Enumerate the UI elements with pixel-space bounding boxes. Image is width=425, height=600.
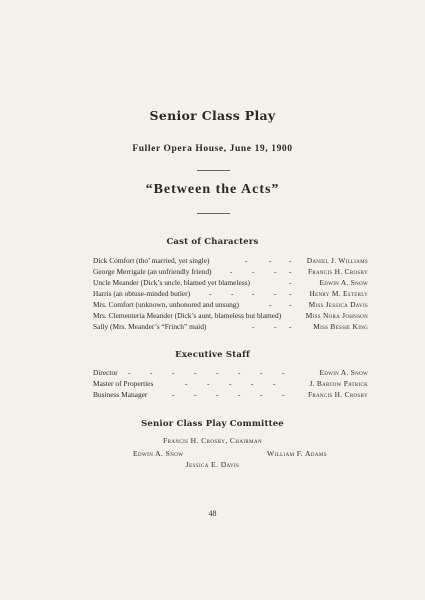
divider-rule-top xyxy=(197,170,230,171)
role-text: Sally (Mrs. Meander’s “Frinch” maid) xyxy=(93,322,207,331)
page-title: Senior Class Play xyxy=(149,108,276,123)
cast-row: Sally (Mrs. Meander’s “Frinch” maid) - - - Miss Bessie King xyxy=(93,322,368,331)
page-number: 48 xyxy=(208,509,217,518)
actor-name: Miss Nora Johnson xyxy=(305,311,368,320)
role-text: Director xyxy=(93,368,118,377)
actor-name: Miss Bessie King xyxy=(313,322,368,331)
role-text: Mrs. Comfort (unknown, unhonored and unsung) xyxy=(93,300,239,309)
executive-heading: Executive Staff xyxy=(175,350,250,360)
cast-row: Harris (an obtuse-minded butler) - - - - - Henry M. Esterly xyxy=(93,289,368,298)
actor-name: J. Bartow Patrick xyxy=(309,379,368,388)
committee-chairman: Francis H. Crosby, Chairman xyxy=(162,436,263,445)
role-text: Business Manager xyxy=(93,390,148,399)
staff-row: Business Manager - - - - - - Francis H. Crosby xyxy=(93,390,368,399)
committee-member: Jessica E. Davis xyxy=(185,460,240,469)
committee-member: Edwin A. Snow xyxy=(133,449,184,458)
staff-row: Master of Properties - - - - - J. Bartow Patrick xyxy=(93,379,368,388)
committee-member: William F. Adams xyxy=(267,449,327,458)
role-text: Dick Comfort (tho’ married, yet single) xyxy=(93,256,210,265)
cast-row: Mrs. Comfort (unknown, unhonored and unsung) - - Miss Jessica Davis xyxy=(93,300,368,309)
role-text: Master of Properties xyxy=(93,379,154,388)
actor-name: Henry M. Esterly xyxy=(309,289,368,298)
cast-row: Dick Comfort (tho’ married, yet single) - - - Daniel J. Williams xyxy=(93,256,368,265)
cast-row: George Merrigale (an unfriendly friend) - - - - Francis H. Crosby xyxy=(93,267,368,276)
role-text: Harris (an obtuse-minded butler) xyxy=(93,289,191,298)
actor-name: Edwin A. Snow xyxy=(319,278,368,287)
cast-row xyxy=(93,311,368,322)
committee-heading: Senior Class Play Committee xyxy=(141,419,284,429)
cast-heading: Cast of Characters xyxy=(166,237,259,247)
actor-name: Miss Jessica Davis xyxy=(308,300,368,309)
actor-name: Edwin A. Snow xyxy=(319,368,368,377)
divider-rule-bottom xyxy=(197,213,230,214)
actor-name: Francis H. Crosby xyxy=(307,267,368,276)
staff-row: Director - - - - - - - - Edwin A. Snow xyxy=(93,368,368,377)
role-text: George Merrigale (an unfriendly friend) xyxy=(93,267,212,276)
role-text: Mrs. Clementeria Meander (Dick’s aunt, blameless but blamed) xyxy=(93,311,282,320)
venue-date: Fuller Opera House, June 19, 1900 xyxy=(132,144,293,154)
actor-name: Francis H. Crosby xyxy=(307,390,368,399)
cast-row: Uncle Meander (Dick’s uncle, blamed yet blameless) - Edwin A. Snow xyxy=(93,278,368,287)
actor-name: Daniel J. Williams xyxy=(306,256,368,265)
play-title: “Between the Acts” xyxy=(145,182,280,197)
role-text: Uncle Meander (Dick’s uncle, blamed yet blameless) xyxy=(93,278,250,287)
